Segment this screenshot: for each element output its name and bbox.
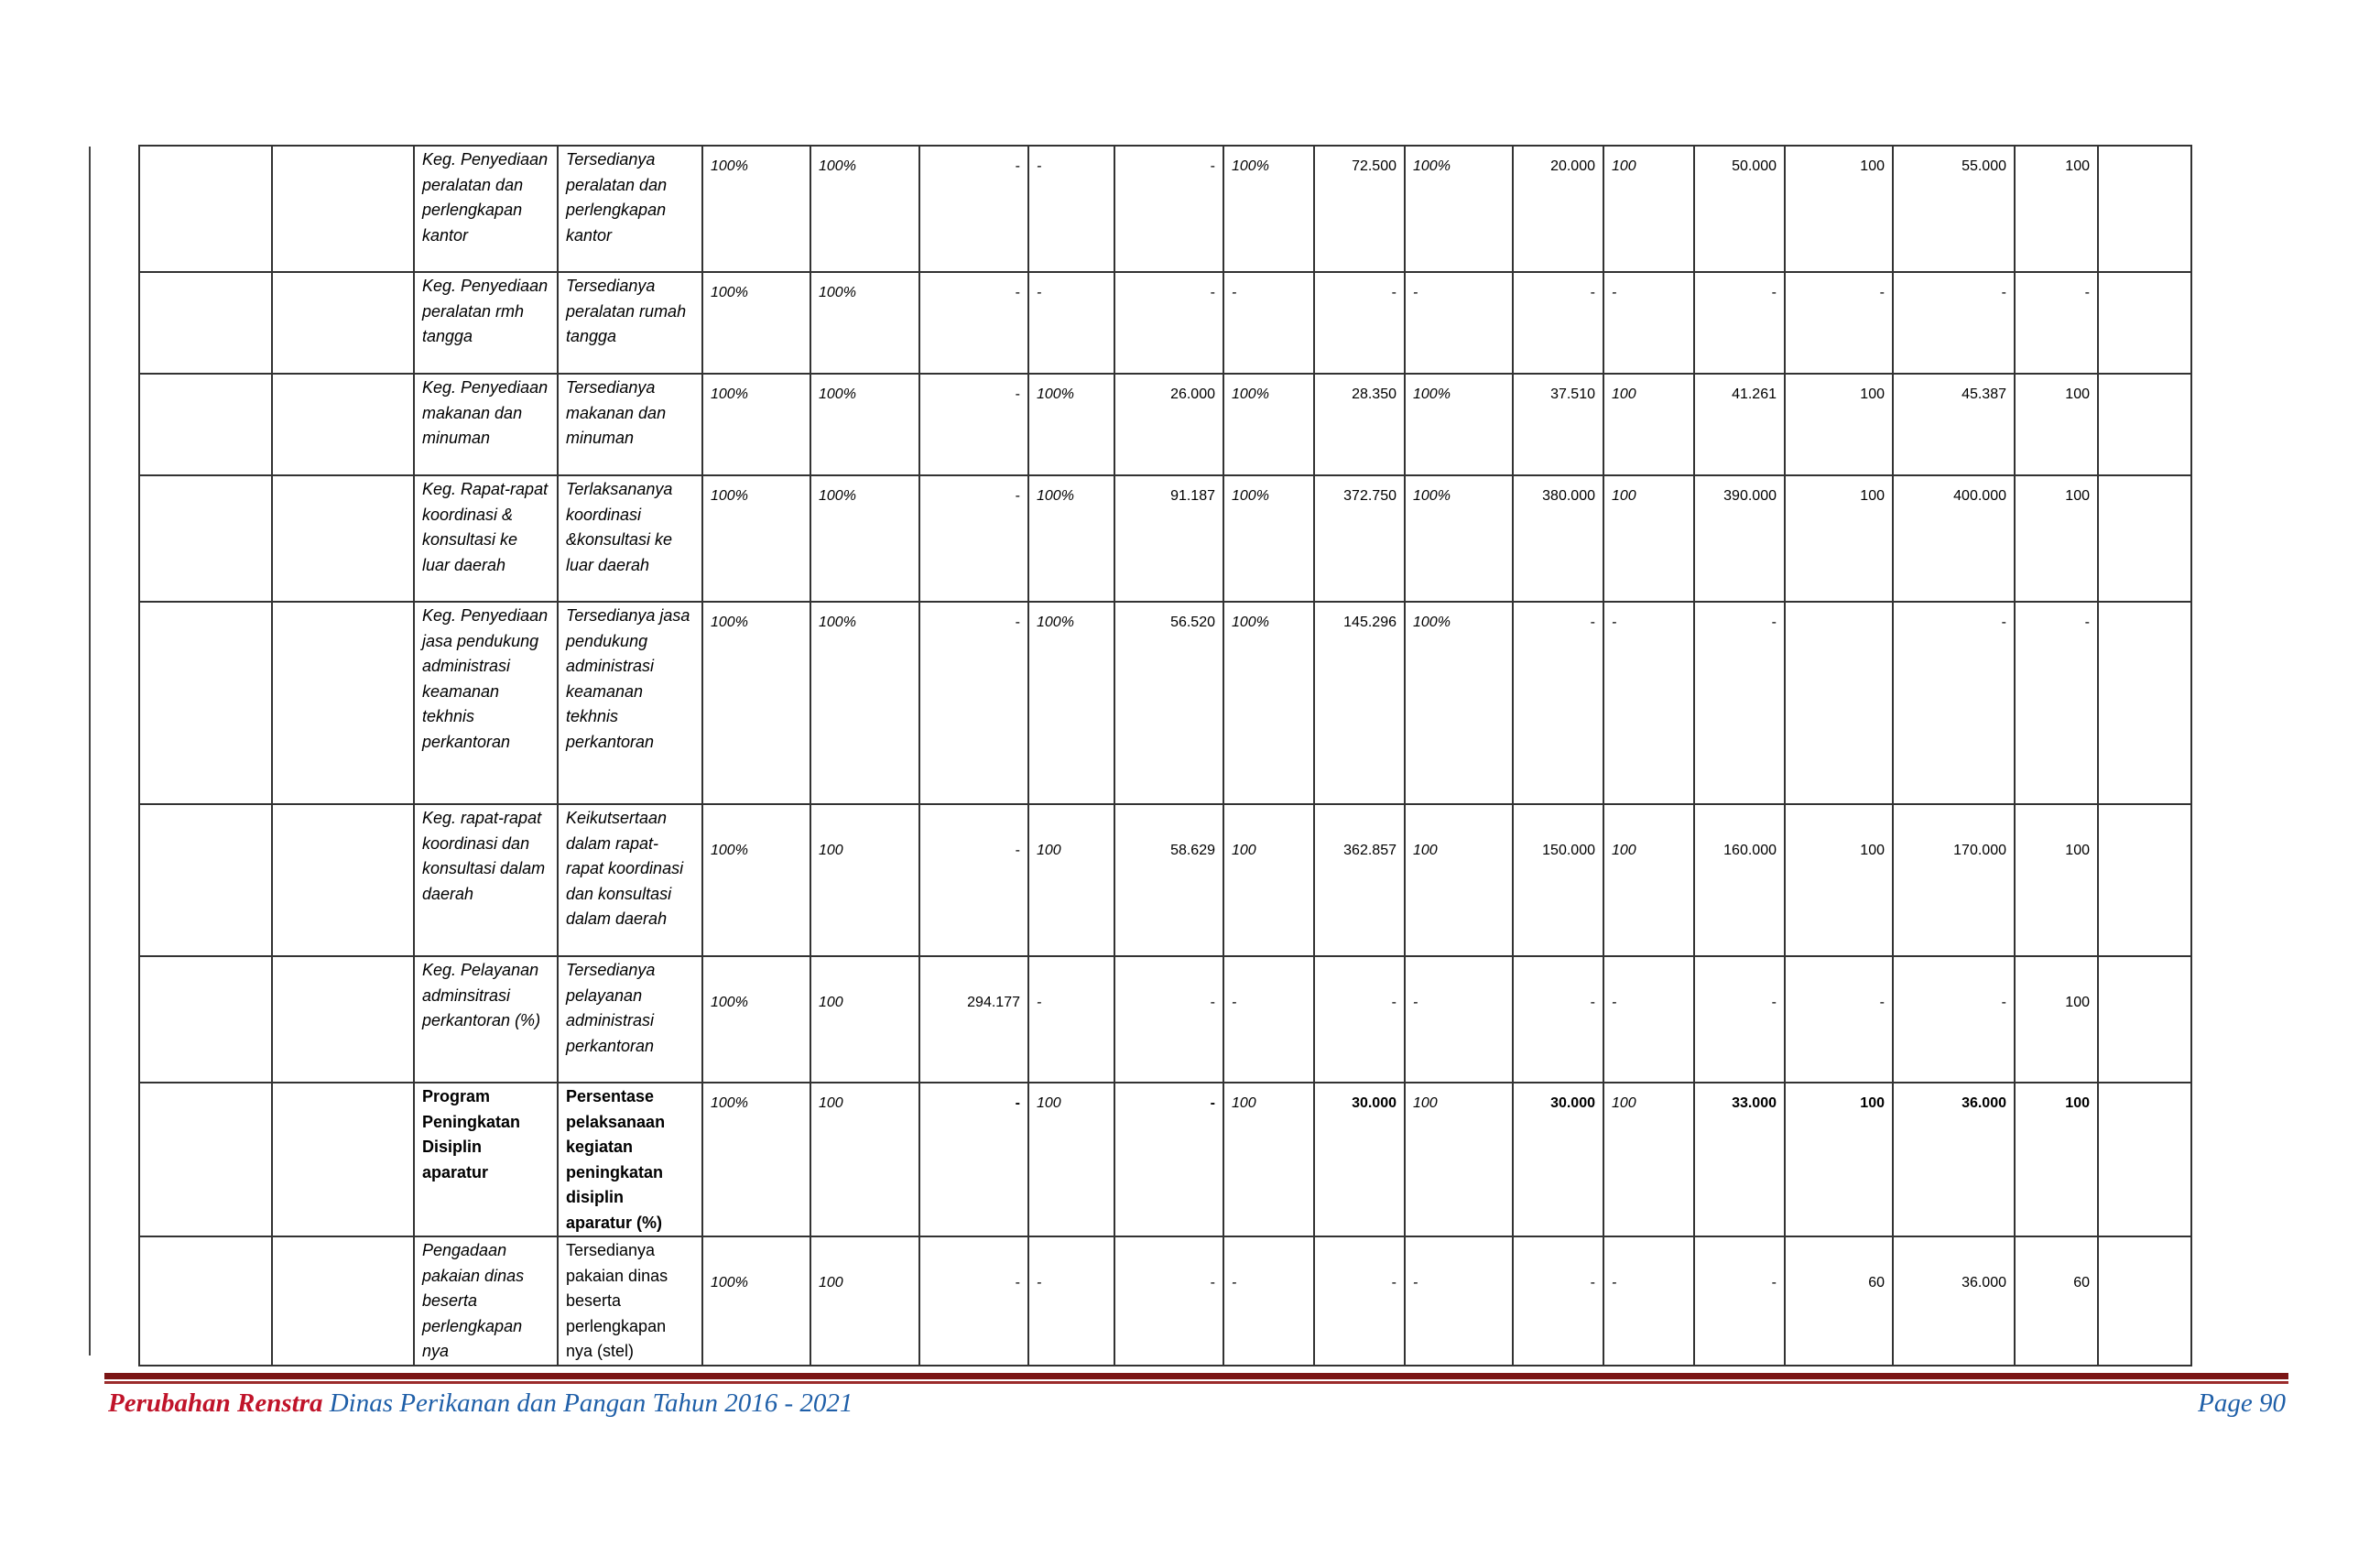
value-cell: 100% xyxy=(1028,475,1114,602)
empty-cell xyxy=(272,475,414,602)
value-cell xyxy=(2098,475,2191,602)
value-cell: 170.000 xyxy=(1893,804,2015,956)
empty-cell xyxy=(272,272,414,374)
value-cell: 100% xyxy=(1405,602,1513,804)
kegiatan-cell: Keg. Penyediaan peralatan rmh tangga xyxy=(414,272,558,374)
value-cell: 390.000 xyxy=(1694,475,1785,602)
value-cell: - xyxy=(1114,956,1223,1083)
value-cell: - xyxy=(1028,272,1114,374)
value-cell: - xyxy=(919,602,1028,804)
value-cell: - xyxy=(1114,146,1223,272)
value-cell: 100% xyxy=(810,272,919,374)
indikator-cell: Tersedianya peralatan rumah tangga xyxy=(558,272,702,374)
value-cell xyxy=(2098,956,2191,1083)
value-cell: - xyxy=(2015,602,2098,804)
value-cell: 55.000 xyxy=(1893,146,2015,272)
empty-cell xyxy=(272,1236,414,1366)
value-cell: 400.000 xyxy=(1893,475,2015,602)
empty-cell xyxy=(139,1083,272,1236)
value-cell: - xyxy=(1694,1236,1785,1366)
value-cell: 100% xyxy=(1405,146,1513,272)
value-cell: 58.629 xyxy=(1114,804,1223,956)
value-cell: 72.500 xyxy=(1314,146,1405,272)
value-cell: 100% xyxy=(810,146,919,272)
value-cell: - xyxy=(1694,272,1785,374)
kegiatan-cell: Keg. Penyediaan makanan dan minuman xyxy=(414,374,558,475)
value-cell: 145.296 xyxy=(1314,602,1405,804)
value-cell: - xyxy=(1603,956,1694,1083)
value-cell: 100 xyxy=(2015,956,2098,1083)
value-cell: 100 xyxy=(810,956,919,1083)
empty-cell xyxy=(272,1083,414,1236)
value-cell: 100% xyxy=(702,272,810,374)
table-row xyxy=(139,956,2191,1083)
value-cell: 36.000 xyxy=(1893,1083,2015,1236)
kegiatan-cell: Keg. Pelayanan adminsitrasi perkantoran (%) xyxy=(414,956,558,1083)
table-row xyxy=(139,1083,2191,1236)
value-cell: - xyxy=(1603,1236,1694,1366)
table-row xyxy=(139,146,2191,272)
value-cell: - xyxy=(1405,1236,1513,1366)
value-cell: - xyxy=(1785,272,1893,374)
value-cell: - xyxy=(919,804,1028,956)
value-cell: 100 xyxy=(1603,475,1694,602)
footer-rule xyxy=(104,1373,2288,1379)
value-cell: 100 xyxy=(1603,804,1694,956)
value-cell: - xyxy=(1028,146,1114,272)
value-cell: 100 xyxy=(2015,1083,2098,1236)
value-cell: - xyxy=(919,1083,1028,1236)
table-row xyxy=(139,602,2191,804)
kegiatan-cell: Pengadaan pakaian dinas beserta perlengkapan nya xyxy=(414,1236,558,1366)
value-cell: 100% xyxy=(1223,374,1314,475)
value-cell: 100 xyxy=(1785,374,1893,475)
value-cell: 100 xyxy=(1223,804,1314,956)
value-cell: - xyxy=(1785,956,1893,1083)
value-cell: 100 xyxy=(810,1236,919,1366)
indikator-cell: Tersedianya pakaian dinas beserta perlengkapan nya (stel) xyxy=(558,1236,702,1366)
kegiatan-cell: Keg. Rapat-rapat koordinasi & konsultasi ke luar daerah xyxy=(414,475,558,602)
value-cell: 100% xyxy=(1223,475,1314,602)
value-cell: - xyxy=(1114,1083,1223,1236)
value-cell: 100% xyxy=(702,475,810,602)
value-cell: - xyxy=(1513,272,1603,374)
value-cell: 100% xyxy=(1405,475,1513,602)
value-cell: 100% xyxy=(810,475,919,602)
value-cell: 160.000 xyxy=(1694,804,1785,956)
value-cell: 100 xyxy=(1785,146,1893,272)
value-cell xyxy=(2098,804,2191,956)
value-cell: - xyxy=(1405,272,1513,374)
value-cell: 100 xyxy=(1785,475,1893,602)
value-cell: 100 xyxy=(2015,374,2098,475)
value-cell: 100 xyxy=(2015,475,2098,602)
value-cell: 100% xyxy=(702,956,810,1083)
value-cell: 45.387 xyxy=(1893,374,2015,475)
value-cell: - xyxy=(1893,602,2015,804)
value-cell: 33.000 xyxy=(1694,1083,1785,1236)
value-cell: 100% xyxy=(1028,602,1114,804)
value-cell: - xyxy=(919,146,1028,272)
table-row xyxy=(139,1236,2191,1366)
value-cell: - xyxy=(1694,956,1785,1083)
value-cell: 100% xyxy=(702,804,810,956)
value-cell: 372.750 xyxy=(1314,475,1405,602)
table-row xyxy=(139,475,2191,602)
value-cell: 100% xyxy=(702,146,810,272)
empty-cell xyxy=(139,475,272,602)
value-cell: - xyxy=(1114,1236,1223,1366)
value-cell: 60 xyxy=(1785,1236,1893,1366)
left-margin-rule xyxy=(89,147,91,1356)
value-cell: - xyxy=(919,272,1028,374)
value-cell: 100% xyxy=(702,1236,810,1366)
value-cell xyxy=(2098,1083,2191,1236)
value-cell: - xyxy=(1893,272,2015,374)
footer-brand: Perubahan Renstra xyxy=(108,1388,323,1418)
empty-cell xyxy=(272,804,414,956)
value-cell: - xyxy=(1114,272,1223,374)
empty-cell xyxy=(139,956,272,1083)
value-cell: 100% xyxy=(1405,374,1513,475)
page-number: Page 90 xyxy=(2198,1388,2286,1418)
empty-cell xyxy=(139,602,272,804)
value-cell: - xyxy=(919,374,1028,475)
value-cell: 100 xyxy=(810,804,919,956)
value-cell: - xyxy=(1405,956,1513,1083)
value-cell: - xyxy=(1893,956,2015,1083)
value-cell: 30.000 xyxy=(1314,1083,1405,1236)
value-cell: - xyxy=(1314,272,1405,374)
kegiatan-cell: Keg. rapat-rapat koordinasi dan konsultasi dalam daerah xyxy=(414,804,558,956)
value-cell: - xyxy=(1603,602,1694,804)
value-cell: - xyxy=(919,475,1028,602)
renstra-table xyxy=(138,145,2192,1366)
indikator-cell: Tersedianya makanan dan minuman xyxy=(558,374,702,475)
value-cell xyxy=(1785,602,1893,804)
indikator-cell: Terlaksananya koordinasi &konsultasi ke luar daerah xyxy=(558,475,702,602)
value-cell: 100% xyxy=(702,1083,810,1236)
value-cell: 30.000 xyxy=(1513,1083,1603,1236)
value-cell: 150.000 xyxy=(1513,804,1603,956)
value-cell: 100% xyxy=(1223,602,1314,804)
table-row xyxy=(139,374,2191,475)
value-cell xyxy=(2098,272,2191,374)
value-cell: - xyxy=(1513,956,1603,1083)
value-cell: 380.000 xyxy=(1513,475,1603,602)
indikator-cell: Persentase pelaksanaan kegiatan peningkatan disiplin aparatur (%) xyxy=(558,1083,702,1236)
value-cell: 100 xyxy=(1603,1083,1694,1236)
value-cell: 91.187 xyxy=(1114,475,1223,602)
value-cell: 294.177 xyxy=(919,956,1028,1083)
value-cell: - xyxy=(1223,1236,1314,1366)
value-cell: - xyxy=(1028,1236,1114,1366)
empty-cell xyxy=(272,374,414,475)
empty-cell xyxy=(272,956,414,1083)
footer-rule-thin xyxy=(104,1381,2288,1384)
value-cell: 100% xyxy=(1028,374,1114,475)
value-cell: - xyxy=(1513,602,1603,804)
value-cell: 100% xyxy=(702,374,810,475)
value-cell: 100 xyxy=(1028,1083,1114,1236)
value-cell: - xyxy=(1694,602,1785,804)
value-cell: 50.000 xyxy=(1694,146,1785,272)
empty-cell xyxy=(139,374,272,475)
empty-cell xyxy=(272,602,414,804)
footer-subtitle: Dinas Perikanan dan Pangan Tahun 2016 - 2021 xyxy=(322,1388,853,1418)
empty-cell xyxy=(139,146,272,272)
empty-cell xyxy=(272,146,414,272)
value-cell: 37.510 xyxy=(1513,374,1603,475)
value-cell: 100 xyxy=(1785,804,1893,956)
value-cell: 100 xyxy=(810,1083,919,1236)
value-cell: 100% xyxy=(1223,146,1314,272)
value-cell: - xyxy=(1223,272,1314,374)
indikator-cell: Tersedianya peralatan dan perlengkapan kantor xyxy=(558,146,702,272)
value-cell: 100 xyxy=(1405,1083,1513,1236)
value-cell: 100 xyxy=(1405,804,1513,956)
value-cell xyxy=(2098,374,2191,475)
table-row xyxy=(139,804,2191,956)
kegiatan-cell: Program Peningkatan Disiplin aparatur xyxy=(414,1083,558,1236)
value-cell: - xyxy=(1603,272,1694,374)
kegiatan-cell: Keg. Penyediaan jasa pendukung administrasi keamanan tekhnis perkantoran xyxy=(414,602,558,804)
value-cell: 100 xyxy=(1223,1083,1314,1236)
value-cell: 100 xyxy=(1603,146,1694,272)
indikator-cell: Keikutsertaan dalam rapat-rapat koordinasi dan konsultasi dalam daerah xyxy=(558,804,702,956)
value-cell: - xyxy=(1314,1236,1405,1366)
value-cell: 100% xyxy=(810,602,919,804)
value-cell xyxy=(2098,602,2191,804)
footer-title xyxy=(108,1388,853,1419)
value-cell: 28.350 xyxy=(1314,374,1405,475)
value-cell: 100 xyxy=(1028,804,1114,956)
value-cell: 100 xyxy=(1785,1083,1893,1236)
value-cell: 100 xyxy=(2015,146,2098,272)
value-cell: 100 xyxy=(2015,804,2098,956)
value-cell: 36.000 xyxy=(1893,1236,2015,1366)
value-cell: - xyxy=(2015,272,2098,374)
indikator-cell: Tersedianya pelayanan administrasi perkantoran xyxy=(558,956,702,1083)
indikator-cell: Tersedianya jasa pendukung administrasi keamanan tekhnis perkantoran xyxy=(558,602,702,804)
value-cell: 41.261 xyxy=(1694,374,1785,475)
value-cell: 362.857 xyxy=(1314,804,1405,956)
value-cell: 100% xyxy=(702,602,810,804)
value-cell: - xyxy=(1223,956,1314,1083)
value-cell: 60 xyxy=(2015,1236,2098,1366)
value-cell xyxy=(2098,146,2191,272)
empty-cell xyxy=(139,804,272,956)
kegiatan-cell: Keg. Penyediaan peralatan dan perlengkapan kantor xyxy=(414,146,558,272)
value-cell: 100 xyxy=(1603,374,1694,475)
value-cell: - xyxy=(1028,956,1114,1083)
empty-cell xyxy=(139,272,272,374)
value-cell: 20.000 xyxy=(1513,146,1603,272)
value-cell: 26.000 xyxy=(1114,374,1223,475)
value-cell: 100% xyxy=(810,374,919,475)
value-cell: - xyxy=(1513,1236,1603,1366)
empty-cell xyxy=(139,1236,272,1366)
value-cell: - xyxy=(1314,956,1405,1083)
table-row xyxy=(139,272,2191,374)
value-cell xyxy=(2098,1236,2191,1366)
value-cell: 56.520 xyxy=(1114,602,1223,804)
value-cell: - xyxy=(919,1236,1028,1366)
